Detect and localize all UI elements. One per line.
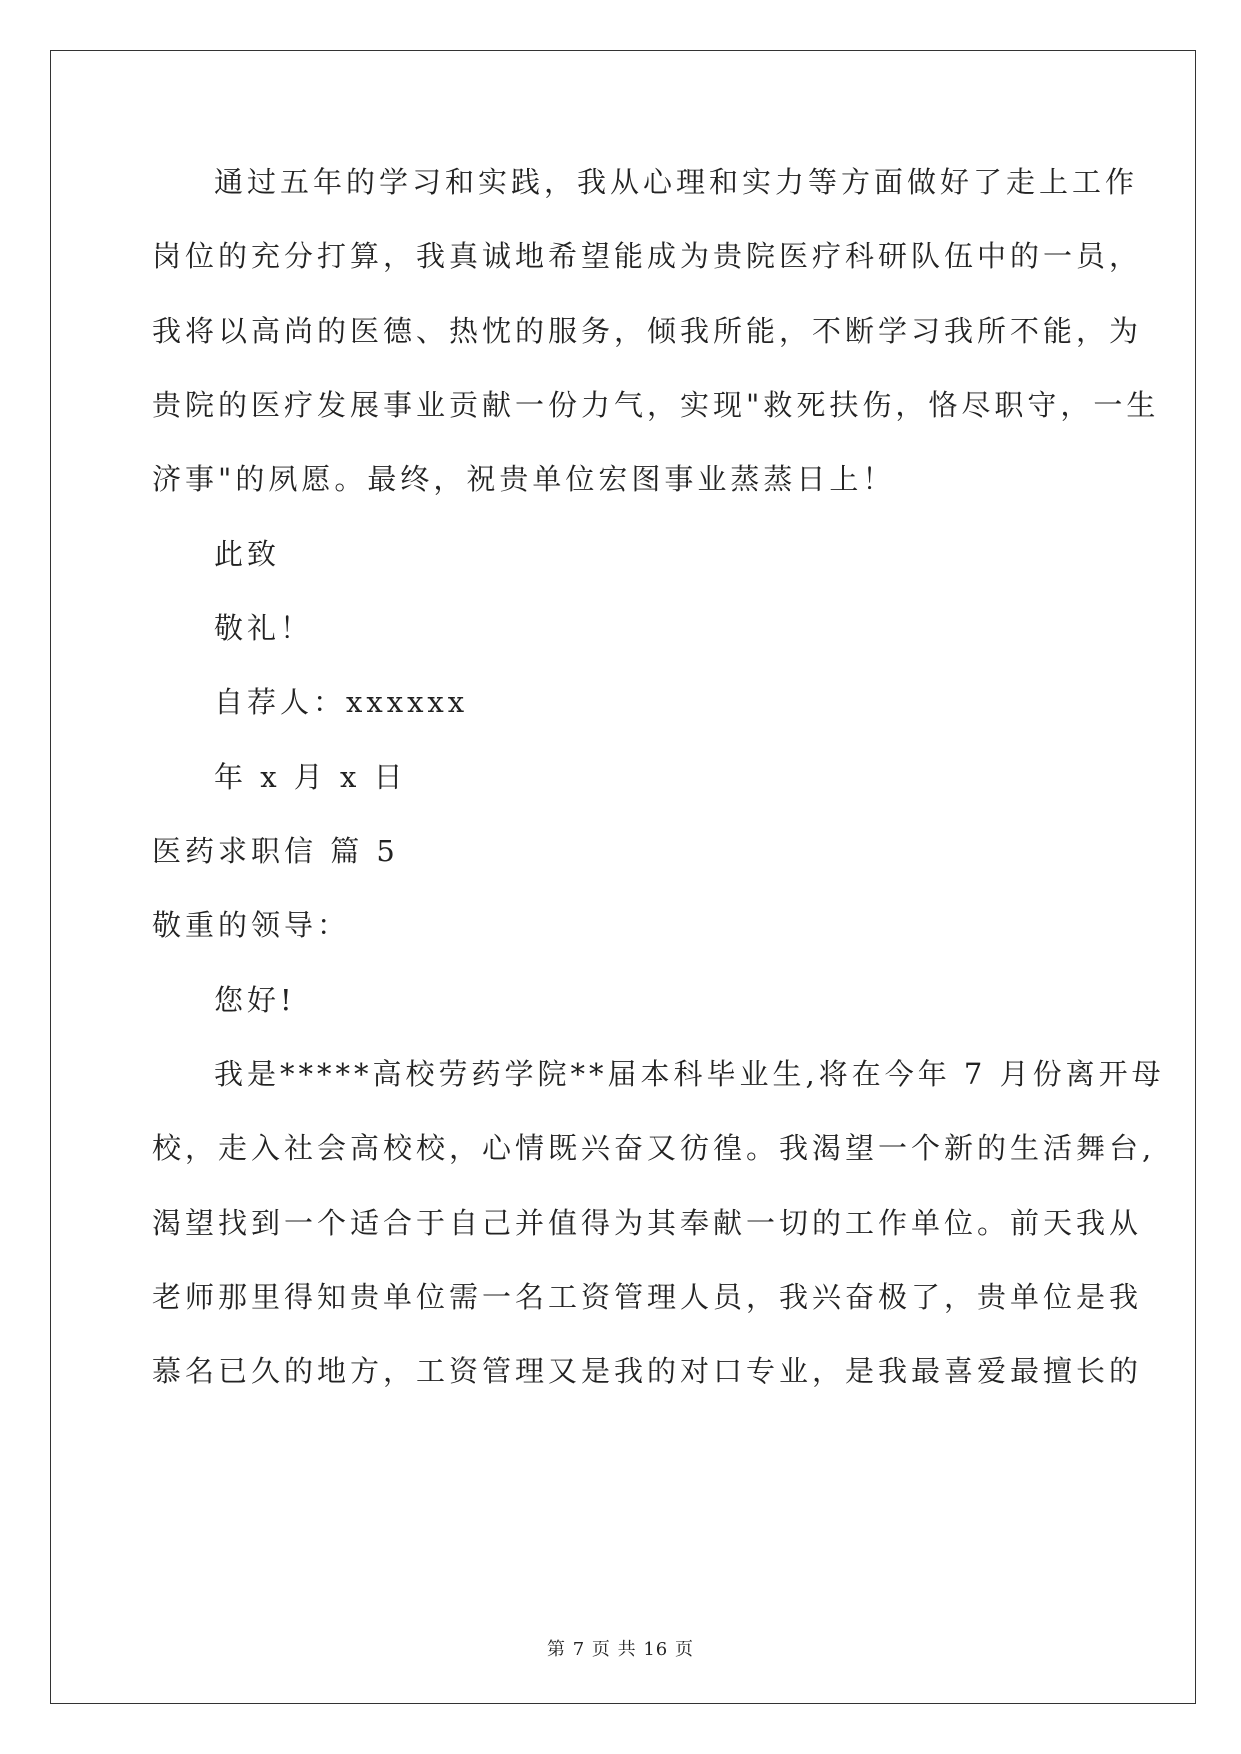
paragraph-line: 校，走入社会高校校，心情既兴奋又彷徨。我渴望一个新的生活舞台, [152, 1131, 1156, 1165]
paragraph-line: 我将以高尚的医德、热忱的服务，倾我所能，不断学习我所不能，为 [152, 314, 1143, 348]
paragraph-line: 贵院的医疗发展事业贡献一份力气，实现"救死扶伤，恪尽职守，一生 [152, 388, 1160, 422]
paragraph-line: 我是*****高校劳药学院**届本科毕业生,将在今年 7 月份离开母 [214, 1057, 1165, 1091]
paragraph-line: 渴望找到一个适合于自己并值得为其奉献一切的工作单位。前天我从 [152, 1206, 1143, 1240]
page-number-footer: 第 7 页 共 16 页 [547, 1639, 694, 1660]
paragraph-line: 老师那里得知贵单位需一名工资管理人员，我兴奋极了，贵单位是我 [152, 1280, 1143, 1314]
paragraph-line: 济事"的夙愿。最终，祝贵单位宏图事业蒸蒸日上！ [152, 462, 896, 496]
paragraph-line: 岗位的充分打算，我真诚地希望能成为贵院医疗科研队伍中的一员， [152, 239, 1143, 273]
paragraph-line: 通过五年的学习和实践，我从心理和实力等方面做好了走上工作 [214, 165, 1139, 199]
salutation: 敬重的领导： [152, 908, 351, 942]
greeting: 您好! [214, 983, 296, 1017]
closing-salute: 敬礼！ [214, 611, 314, 645]
page-frame [50, 50, 1196, 1704]
section-title: 医药求职信 篇 5 [152, 834, 399, 868]
signer-line: 自荐人：xxxxxx [214, 685, 469, 719]
date-line: 年 x 月 x 日 [214, 760, 407, 794]
closing-text: 此致 [214, 537, 281, 571]
paragraph-line: 慕名已久的地方，工资管理又是我的对口专业，是我最喜爱最擅长的 [152, 1354, 1143, 1388]
